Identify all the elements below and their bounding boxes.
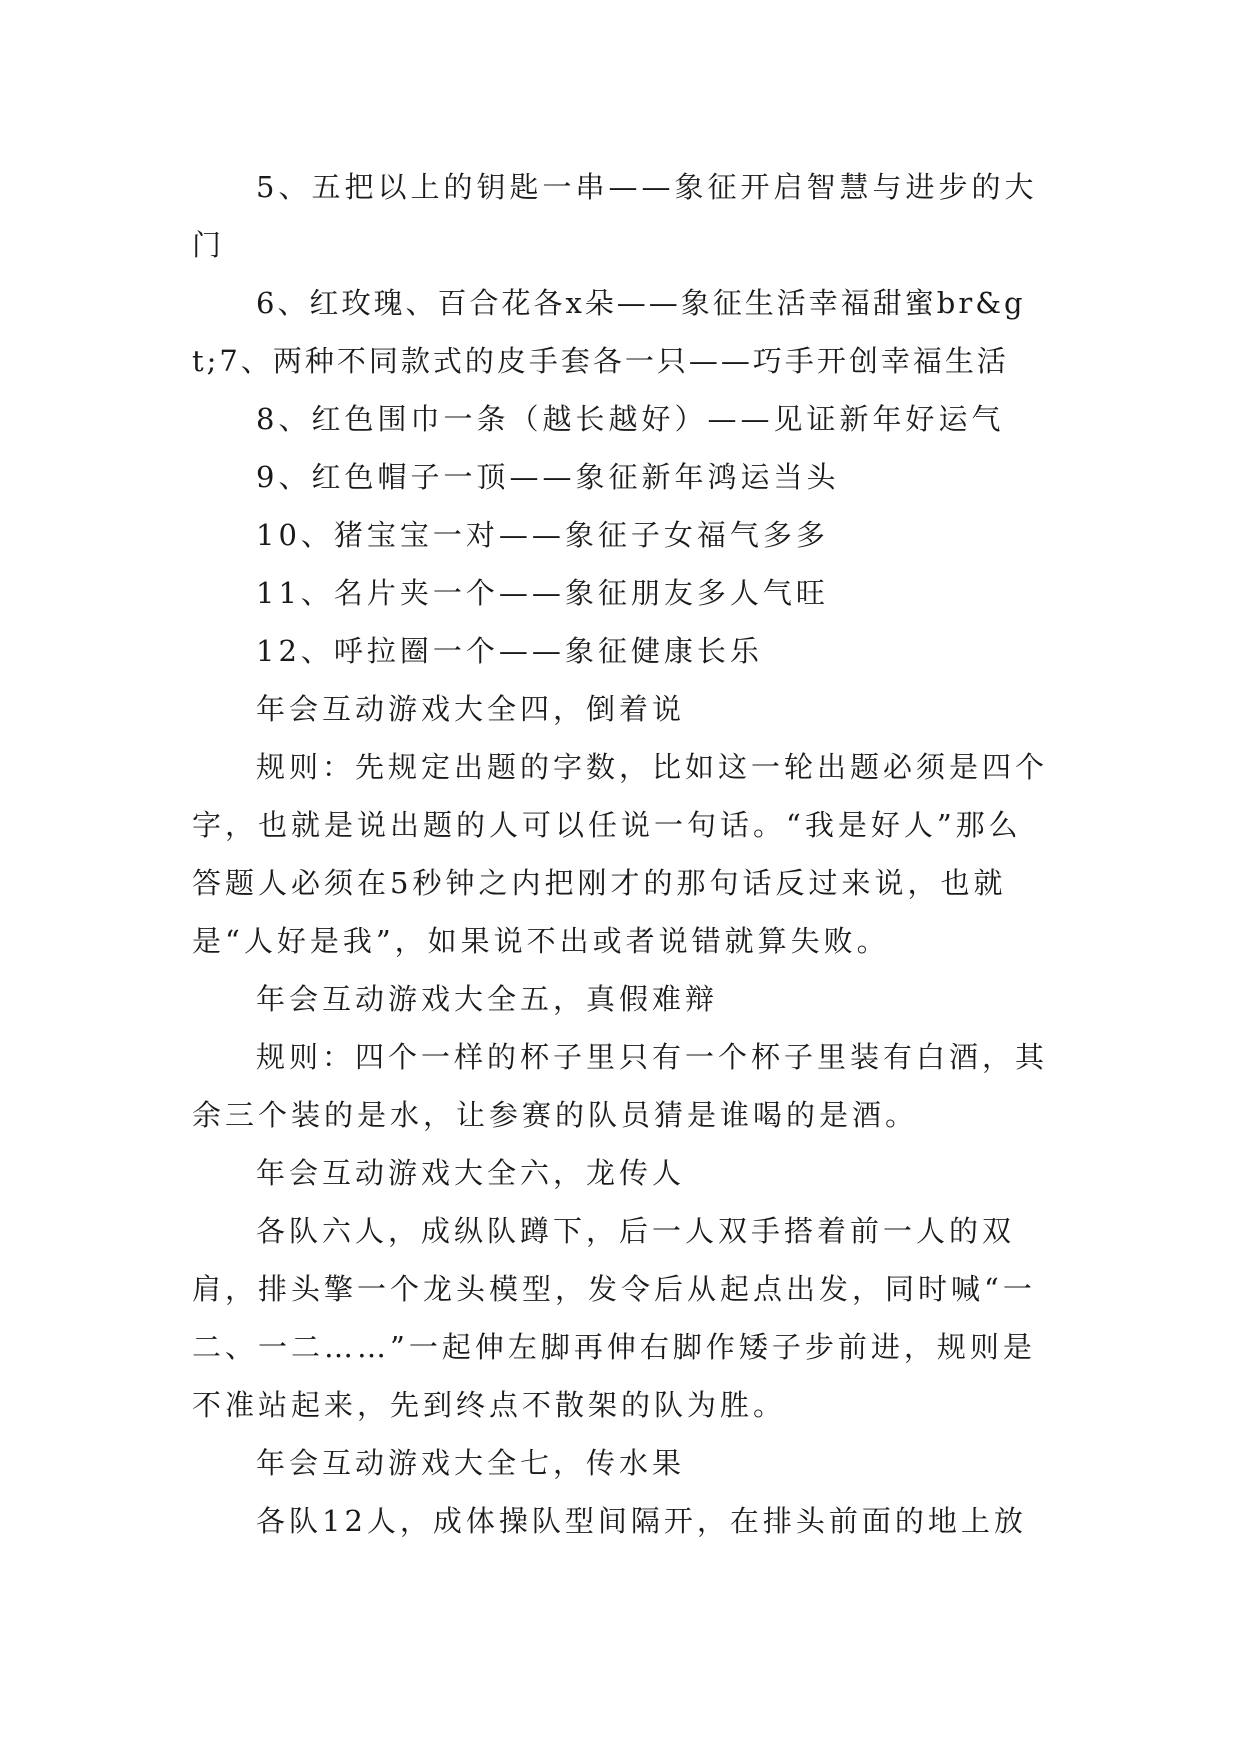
section-heading-game-six: 年会互动游戏大全六，龙传人: [256, 1156, 686, 1190]
paragraph-game-five-rules: 规则：四个一样的杯子里只有一个杯子里装有白酒，其余三个装的是水，让参赛的队员猜是谁喝的是酒。: [192, 1040, 1049, 1132]
paragraph-roses-gloves: 6、红玫瑰、百合花各x朵——象征生活幸福甜蜜br&gt;7、两种不同款式的皮手套各一只——巧手开创幸福生活: [192, 286, 1026, 378]
paragraph-hat: 9、红色帽子一顶——象征新年鸿运当头: [256, 460, 840, 494]
paragraph-game-six-rules: 各队六人，成纵队蹲下，后一人双手搭着前一人的双肩，排头擎一个龙头模型，发令后从起点出发，同时喊“一二、一二……”一起伸左脚再伸右脚作矮子步前进，规则是不准站起来，先到终点不散架的队为胜。: [192, 1214, 1036, 1422]
paragraph-keys: 5、五把以上的钥匙一串——象征开启智慧与进步的大门: [192, 170, 1038, 262]
section-heading-game-five: 年会互动游戏大全五，真假难辩: [256, 982, 719, 1016]
paragraph-piggies: 10、猪宝宝一对——象征子女福气多多: [256, 518, 829, 552]
paragraph-card-holder: 11、名片夹一个——象征朋友多人气旺: [256, 576, 829, 610]
paragraph-scarf: 8、红色围巾一条（越长越好）——见证新年好运气: [256, 402, 1005, 436]
section-heading-game-seven: 年会互动游戏大全七，传水果: [256, 1446, 686, 1480]
section-heading-game-four: 年会互动游戏大全四，倒着说: [256, 692, 686, 726]
paragraph-game-seven-rules: 各队12人，成体操队型间隔开，在排头前面的地上放: [256, 1504, 1027, 1538]
document-body: [192, 158, 1052, 1550]
paragraph-game-four-rules: 规则：先规定出题的字数，比如这一轮出题必须是四个字，也就是说出题的人可以任说一句话。“我是好人”那么答题人必须在5秒钟之内把刚才的那句话反过来说，也就是“人好是我”，如果说不出或者说错就算失败。: [192, 750, 1049, 958]
paragraph-hula-hoop: 12、呼拉圈一个——象征健康长乐: [256, 634, 763, 668]
